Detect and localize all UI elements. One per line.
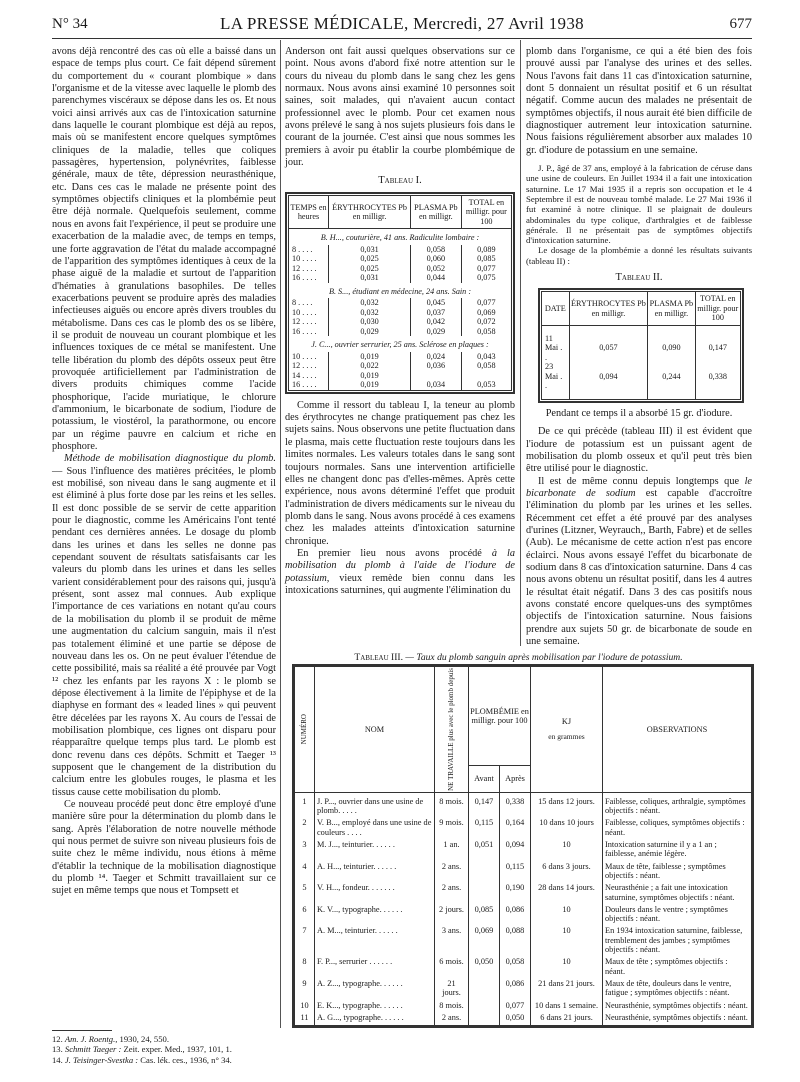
table-3-cell-n: 10 bbox=[295, 1001, 315, 1013]
table-1-cell: 0,031 bbox=[329, 245, 411, 255]
table-3-cell-av bbox=[469, 1001, 500, 1013]
table-1-group-row bbox=[289, 283, 512, 299]
table-3-cell-obs: En 1934 intoxication saturnine, faiblesse, tremblement des jambes ; symptômes objectifs : néant. bbox=[603, 926, 752, 957]
table-3-cell-obs: Maux de tête ; symptômes objectifs : néant. bbox=[603, 957, 752, 979]
table-3-cell-ap: 0,094 bbox=[500, 840, 531, 862]
table-1-cell: 0,058 bbox=[461, 327, 511, 337]
footnote-number: 13. bbox=[52, 1044, 65, 1055]
table-3-cell-trav: 2 ans. bbox=[435, 883, 469, 905]
text-span: est capable d'accroître l'élimination du plomb par les urines et les selles. Récemment cet effet a été prouvé par des analyses d'urines (Litzner, Weyrauch,, Barth, Fabre) et de selles (Aub). Le mécanisme de cette action n'est pas encore éclairci. Nous avons essayé l'effet du bicarbonate de sodium dans 8 cas d'intoxication saturnine. Dans 4 cas nous avons obtenu un résultat positif, dans les 4 autres le résultat était négatif. Dans 3 des cas positifs nous avons constaté encore quelques-uns des symptômes objectifs de l'intoxication saturnine. Nous faisions prendre aux sujets 50 gr. de bicarbonate de soude en une semaine. bbox=[526, 487, 752, 648]
table-3-cell-obs: Intoxication saturnine il y a 1 an ; faiblesse, anémie légère. bbox=[603, 840, 752, 862]
paragraph: De ce qui précède (tableau III) il est évident que l'iodure de potassium est un puissant agent de mobilisation du plomb osseux et qu'il peut très bien être utilisé pour le diagnostic. bbox=[526, 426, 752, 475]
table-3-cell-obs: Neurasthénie, symptômes objectifs : néant. bbox=[603, 1001, 752, 1013]
table-3-cell-n: 8 bbox=[295, 957, 315, 979]
table-2-header: ÉRYTHROCYTES Pb en milligr. bbox=[569, 292, 648, 326]
table-3-cell-n: 3 bbox=[295, 840, 315, 862]
table-1-cell: 0,031 bbox=[329, 273, 411, 283]
table-2-cell: 0,338 bbox=[695, 362, 740, 399]
table-1-cell: 8 . . . . bbox=[289, 245, 329, 255]
table-1-cell: 0,019 bbox=[329, 352, 411, 362]
table-3-cell-av: 0,069 bbox=[469, 926, 500, 957]
table-3-cell-av: 0,051 bbox=[469, 840, 500, 862]
table-3-cell-ap: 0,190 bbox=[500, 883, 531, 905]
footnote-reference: Zeit. exper. Med., 1937, 101, 1. bbox=[123, 1044, 232, 1055]
emphasis: à la mobilisation du plomb à l'aide de l'iodure de potassium, bbox=[285, 547, 515, 584]
table-3-cell-nom: M. J..., teinturier. . . . . . bbox=[315, 840, 435, 862]
table-2-title: Tableau II. bbox=[615, 272, 663, 284]
table-3-label: Tableau III. bbox=[354, 652, 404, 663]
table-3-cell-obs: Faiblesse, coliques, symptômes objectifs : néant. bbox=[603, 818, 752, 840]
table-1-row bbox=[289, 327, 512, 337]
table-3-cell-kj: 21 dans 21 jours. bbox=[531, 979, 603, 1001]
footnote bbox=[52, 1055, 517, 1065]
table-3-cell-kj: 10 dans 10 jours bbox=[531, 818, 603, 840]
table-3-cell-trav: 6 mois. bbox=[435, 957, 469, 979]
journal-running-title: LA PRESSE MÉDICALE, Mercredi, 27 Avril 1938 bbox=[220, 14, 584, 33]
table-3-header-plombemie: PLOMBÉMIE en milligr. pour 100 bbox=[469, 667, 531, 766]
table-3-cell-n: 6 bbox=[295, 905, 315, 927]
table-3-cell-nom: V. H..., fondeur. . . . . . . bbox=[315, 883, 435, 905]
table-1-cell: 0,060 bbox=[411, 254, 462, 264]
table-3-cell-n: 5 bbox=[295, 883, 315, 905]
table-1-cell: 0,029 bbox=[329, 327, 411, 337]
table-1-cell: 0,053 bbox=[461, 380, 511, 390]
table-3-row bbox=[295, 792, 752, 818]
table-3-cell-av bbox=[469, 1013, 500, 1026]
table-1-cell: 0,089 bbox=[461, 245, 511, 255]
table-3-caption-text: — Taux du plomb sanguin après mobilisation par l'iodure de potassium. bbox=[403, 652, 683, 663]
table-3-header-number: NUMÉRO bbox=[299, 714, 308, 745]
table-3-cell-obs: Maux de tête, faiblesse ; symptômes objectifs : néant. bbox=[603, 862, 752, 884]
table-3-row bbox=[295, 883, 752, 905]
table-3-header-kj bbox=[531, 667, 603, 793]
table-1-cell: 0,025 bbox=[329, 264, 411, 274]
table-1-row bbox=[289, 264, 512, 274]
table-2-row bbox=[542, 325, 741, 362]
footnote-author: Schmitt Taeger : bbox=[64, 1044, 124, 1055]
page-number: 677 bbox=[729, 16, 752, 32]
table-1-cell: 0,058 bbox=[411, 245, 462, 255]
table-1-row bbox=[289, 308, 512, 318]
table-3-cell-av bbox=[469, 979, 500, 1001]
paragraph: avons déjà rencontré des cas où elle a baissé dans un espace de temps plus court. Ce fait dépend sûrement du comportement du « courant plombique » dans l'organisme et de la vitesse avec laquelle le plomb des parenchymes viscéraux se dépose dans les os. Et nous voici ainsi arrivés aux cas de l'intoxication saturnine dans laquelle le courant plombique est déjà au repos, mais où se manifestent encore quelques symptômes cliniques de la maladie, telles que coliques passagères, hypertension, polynévrites, faiblesse générale, maux de tête, dépression neurasthénique, etc. Dans ces cas le malade ne présente point des symptômes objectifs cliniques et la plombémie peut être déjà normale. Quelquefois seulement, comme nous en avons fait l'expérience, il peut se produire une exacerbation de la maladie avec, de temps en temps, une forte aggravation de l'état du malade accompagné de l'apparition des symptômes identiques à ceux de la phase aiguë de la maladie et surtout de l'apparition d'hématies à granulations basophiles. De telles exacerbations peuvent se produire après des maladies infectieuses aiguës ou encore après divers troubles du métabolisme. Dans ces cas le plomb des os se libère, il se produit de nouveau un courant plombique et les influences toxiques de ce métal se manifestent. Une telle libération du plomb des dépôts osseux peut être provoquée artificiellement par l'administration de divers produits chimiques comme l'acide phosphorique, l'acide muriatique, le chlorure d'ammonium, le bicarbonate de sodium, l'iodure de potassium, le viostérol, la parathormone, ou encore par un régime pauvre en calcium et riche en phosphore. bbox=[52, 46, 276, 452]
table-3-cell-kj: 28 dans 14 jours. bbox=[531, 883, 603, 905]
table-1-cell bbox=[411, 371, 462, 381]
table-1-cell: 0,069 bbox=[461, 308, 511, 318]
table-3-header-before: Avant bbox=[469, 765, 500, 792]
table-1-cell: 0,032 bbox=[329, 298, 411, 308]
table-1-row bbox=[289, 371, 512, 381]
column-divider bbox=[520, 40, 521, 646]
page-header bbox=[52, 14, 752, 36]
table-3-cell-kj: 6 dans 21 jours. bbox=[531, 1013, 603, 1026]
table-3-cell-kj: 6 dans 3 jours. bbox=[531, 862, 603, 884]
table-1-cell: 10 . . . . bbox=[289, 352, 329, 362]
table-1-cell: 0,025 bbox=[329, 254, 411, 264]
table-2-cell: 23 Mai . . bbox=[542, 362, 570, 399]
table-3-cell-nom: A. G..., typographe. . . . . . bbox=[315, 1013, 435, 1026]
case-report: Le dosage de la plombémie a donné les résultats suivants (tableau II) : bbox=[526, 245, 752, 266]
table-1-cell: 10 . . . . bbox=[289, 308, 329, 318]
table-1-cell: 0,052 bbox=[411, 264, 462, 274]
table-3-cell-nom: A. M..., teinturier. . . . . . bbox=[315, 926, 435, 957]
table-1-cell: 0,045 bbox=[411, 298, 462, 308]
footnote-reference: Cas. lék. ces., 1936, n° 34. bbox=[140, 1054, 232, 1065]
table-3-cell-n: 1 bbox=[295, 792, 315, 818]
table-3-cell-ap: 0,338 bbox=[500, 792, 531, 818]
table-1-row bbox=[289, 361, 512, 371]
table-3-cell-trav: 8 mois. bbox=[435, 792, 469, 818]
table-1-cell: 10 . . . . bbox=[289, 254, 329, 264]
table-1-cell: 0,042 bbox=[411, 317, 462, 327]
table-3-row bbox=[295, 840, 752, 862]
table-3-cell-nom: F. P..., serrurier . . . . . . bbox=[315, 957, 435, 979]
table-2-cell: 0,090 bbox=[648, 325, 695, 362]
table-1-cell: 0,029 bbox=[411, 327, 462, 337]
table-1-row bbox=[289, 317, 512, 327]
footnote-rule bbox=[52, 1030, 112, 1031]
table-2-header: PLASMA Pb en milligr. bbox=[648, 292, 695, 326]
table-3-cell-ap: 0,086 bbox=[500, 979, 531, 1001]
table-1-cell: 12 . . . . bbox=[289, 361, 329, 371]
table-2-header: TOTAL en milligr. pour 100 bbox=[695, 292, 740, 326]
table-3-header-name: NOM bbox=[315, 667, 435, 793]
case-report: J. P., âgé de 37 ans, employé à la fabrication de céruse dans une usine de couleurs. En Juillet 1934 il a fait une intoxication saturnine. Le 17 Mai 1935 il a repris son occupation et le 4 Septembre il est de nouveau tombé malade. Le 27 Mai 1936 il fut examiné à notre clinique. Il se plaignait de douleurs abdominales du type colique, d'arthralgies et de faiblesse générale. Il ne présentait pas de symptômes objectifs d'intoxication saturnine. bbox=[526, 163, 752, 246]
table-1-group-label: B. H..., couturière, 41 ans. Radiculite lombaire : bbox=[289, 229, 512, 245]
table-3-cell-obs: Neurasthénie, symptômes objectifs : néant. bbox=[603, 1013, 752, 1026]
paragraph: plomb dans l'organisme, ce qui a été bien des fois prouvé aussi par l'analyse des urines et des selles. Nous l'avons fait dans 11 cas d'intoxication saturnine, dont 5 donnaient un résultat positif et 6 un résultat négatif. Comme aucun des malades ne présentait de symptômes objectifs, il nous aurait été bien difficile de diagnostiquer autrement leur intoxication saturnine. Nous faisions régulièrement absorber aux malades 10 gr. d'iodure de potassium en une semaine. bbox=[526, 46, 752, 156]
table-2-cell: 0,244 bbox=[648, 362, 695, 399]
table-3-cell-n: 2 bbox=[295, 818, 315, 840]
table-3-cell-nom: V. B..., employé dans une usine de couleurs . . . . bbox=[315, 818, 435, 840]
table-3-cell-ap: 0,088 bbox=[500, 926, 531, 957]
emphasis: le bicarbonate de sodium bbox=[526, 475, 752, 499]
table-1-header: ÉRYTHROCYTES Pb en milligr. bbox=[329, 195, 411, 229]
table-3-cell-kj: 10 bbox=[531, 840, 603, 862]
table-1-cell: 0,085 bbox=[461, 254, 511, 264]
table-3-cell-nom: A. H..., teinturier. . . . . . bbox=[315, 862, 435, 884]
table-1-cell: 0,077 bbox=[461, 298, 511, 308]
table-2-cell: 0,147 bbox=[695, 325, 740, 362]
table-1-header: TOTAL en milligr. pour 100 bbox=[461, 195, 511, 229]
table-1-cell bbox=[461, 371, 511, 381]
table-1-row bbox=[289, 273, 512, 283]
table-3-cell-n: 4 bbox=[295, 862, 315, 884]
table-3 bbox=[292, 664, 754, 1028]
paragraph: Anderson ont fait aussi quelques observations sur ce point. Nous avons d'abord fixé notre attention sur le cours du niveau du plomb dans le sang chez les gens normaux. Nous avons ainsi examiné 10 personnes soit saines, soit malades, qui n'avaient aucun contact professionnel avec le plomb. Pour cet examen nous avons prélevé le sang à nos sujets plusieurs fois dans le courant de la journée. C'est ainsi que nous sommes les premiers à avoir pu établir la courbe plombémique de jour. bbox=[285, 46, 515, 169]
table-3-cell-trav: 9 mois. bbox=[435, 818, 469, 840]
table-3-cell-ap: 0,077 bbox=[500, 1001, 531, 1013]
table-3-row bbox=[295, 818, 752, 840]
table-1-cell: 14 . . . . bbox=[289, 371, 329, 381]
table-3-cell-n: 9 bbox=[295, 979, 315, 1001]
footnotes bbox=[52, 1030, 517, 1065]
table-3-caption bbox=[285, 652, 752, 663]
table-1-cell: 0,019 bbox=[329, 380, 411, 390]
table-1-group-row bbox=[289, 336, 512, 352]
table-3-header-after: Après bbox=[500, 765, 531, 792]
table-2-cell: 11 Mai . . bbox=[542, 325, 570, 362]
table-1-row bbox=[289, 380, 512, 390]
table-1-cell: 0,024 bbox=[411, 352, 462, 362]
table-1-cell: 0,072 bbox=[461, 317, 511, 327]
column-divider bbox=[280, 40, 281, 646]
table-1-group-label: J. C..., ouvrier serrurier, 25 ans. Sclérose en plaques : bbox=[289, 336, 512, 352]
table-1-cell: 0,043 bbox=[461, 352, 511, 362]
footnote bbox=[52, 1034, 517, 1044]
table-1-cell: 0,036 bbox=[411, 361, 462, 371]
issue-number: N° 34 bbox=[52, 16, 88, 32]
table-3-cell-kj: 15 dans 12 jours. bbox=[531, 792, 603, 818]
footnote-reference: , 1930, 24, 550. bbox=[115, 1034, 169, 1044]
table-1-header: PLASMA Pb en milligr. bbox=[411, 195, 462, 229]
table-2-header: DATE bbox=[542, 292, 570, 326]
table-3-header-observations: OBSERVATIONS bbox=[603, 667, 752, 793]
table-1-cell: 0,019 bbox=[329, 371, 411, 381]
paragraph: Pendant ce temps il a absorbé 15 gr. d'iodure. bbox=[545, 407, 733, 419]
column-divider bbox=[280, 646, 281, 1028]
table-3-cell-trav: 2 jours. bbox=[435, 905, 469, 927]
table-1-cell: 0,077 bbox=[461, 264, 511, 274]
table-1-cell: 0,022 bbox=[329, 361, 411, 371]
text-span: vieux remède bien connu dans les intoxications saturnines, qui augmente l'élimination du bbox=[285, 572, 515, 596]
column-1 bbox=[52, 46, 276, 898]
table-1-group-label: B. S..., étudiant en médecine, 24 ans. Sain : bbox=[289, 283, 512, 299]
table-3-row bbox=[295, 905, 752, 927]
footnote-author: Am. J. Roentg. bbox=[64, 1034, 116, 1044]
table-3-cell-ap: 0,050 bbox=[500, 1013, 531, 1026]
paragraph: Ce nouveau procédé peut donc être employé d'une manière sûre pour la détermination du plomb dans le sang. Après l'élaboration de notre nouvelle méthode qui nous permet de suivre son niveau plusieurs fois de suite chez le même individu, nous étions à même d'établir la technique de la mobilisation diagnostique du plomb ¹⁴. Taeger et Schmitt travaillaient sur ce sujet en même temps que nous et Tompsett et bbox=[52, 798, 276, 897]
table-3-cell-ap: 0,086 bbox=[500, 905, 531, 927]
table-3-cell-nom: J. P..., ouvrier dans une usine de plomb. . . . . bbox=[315, 792, 435, 818]
table-3-cell-kj: 10 dans 1 semaine. bbox=[531, 1001, 603, 1013]
column-2 bbox=[285, 46, 515, 597]
table-3-cell-trav: 2 ans. bbox=[435, 862, 469, 884]
table-2-row bbox=[542, 362, 741, 399]
table-3-cell-n: 11 bbox=[295, 1013, 315, 1026]
table-3-row bbox=[295, 862, 752, 884]
table-1-header: TEMPS en heures bbox=[289, 195, 329, 229]
table-3-cell-av: 0,050 bbox=[469, 957, 500, 979]
table-1-cell: 12 . . . . bbox=[289, 264, 329, 274]
footnote-number: 12. bbox=[52, 1034, 65, 1044]
table-1-cell: 16 . . . . bbox=[289, 380, 329, 390]
table-3-cell-kj: 10 bbox=[531, 926, 603, 957]
footnote-number: 14. bbox=[52, 1054, 65, 1065]
table-3-cell-trav: 1 an. bbox=[435, 840, 469, 862]
table-1-cell: 0,030 bbox=[329, 317, 411, 327]
table-1-cell: 0,034 bbox=[411, 380, 462, 390]
table-1-cell: 0,058 bbox=[461, 361, 511, 371]
table-2-cell: 0,094 bbox=[569, 362, 648, 399]
table-3-row bbox=[295, 1013, 752, 1026]
table-1-title: Tableau I. bbox=[378, 175, 422, 187]
table-1-cell: 16 . . . . bbox=[289, 327, 329, 337]
table-3-cell-av: 0,085 bbox=[469, 905, 500, 927]
table-1-cell: 0,075 bbox=[461, 273, 511, 283]
text-span: En premier lieu nous avons procédé bbox=[297, 547, 492, 559]
paragraph: — Sous l'influence des matières précitées, le plomb est mobilisé, son niveau dans le sang augmente et il est éliminé à plus forte dose par les reins et les selles. Il est donc possible de se servir de cette apparition pour le diagnostic, comme les Américains l'ont tenté pendant ces dernières années. Le dosage du plomb dans les urines et dans les selles ne donne pas cependant souvent de résultats satisfaisants car les valeurs du plomb dans les urines et dans les selles varient considérablement pour des raisons qui, jusqu'à présent, sont assez mal connues. Aub explique l'importance de ces variations en notant qu'au cours de la mobilisation du plomb il se produit de même une augmentation du calcium sanguin, mais il n'est pas totalement éliminé et une partie se dépose de nouveau dans les os. On ne peut évaluer l'étendue de cette possibilité, mais sa réalité a été prouvée par Vogt ¹² chez les enfants par les rayons X : le plomb se dépose électivement à la limite de l'épiphyse et de la diaphyse en formant des « leaded lines » qui peuvent être décelées par les rayons X. Au cours de l'essai de mobilisation plombique, ces lignes ont disparu pour réapparaître quelque temps plus tard. Le plomb est donc revenu dans ces dépôts. Schmitt et Taeger ¹³ supposent que le changement de la distribution du calcium entre les globules rouges, le plasma et les tissus cause cette mobilisation du plomb. bbox=[52, 465, 276, 798]
table-3-row bbox=[295, 957, 752, 979]
table-3-cell-trav: 8 mois. bbox=[435, 1001, 469, 1013]
table-3-cell-n: 7 bbox=[295, 926, 315, 957]
table-1-row bbox=[289, 298, 512, 308]
table-3-cell-nom: A. Z..., typographe. . . . . . bbox=[315, 979, 435, 1001]
table-1-cell: 16 . . . . bbox=[289, 273, 329, 283]
table-3-cell-nom: E. K..., typographe. . . . . . bbox=[315, 1001, 435, 1013]
paragraph: Comme il ressort du tableau I, la teneur au plomb des érythrocytes ne change pratiquement pas chez les sujets sains. Nous observons une petite fluctuation dans le plasma, mais cette fluctuation reste toujours dans les limites normales. Les valeurs totales dans le sang sont toujours normales. Sans une intervention artificielle elles ne changent donc pas d'elles-mêmes. Après cette expérience, nous avons déterminé l'effet que produit l'administration de divers médicaments sur le niveau du plomb dans le sang. Nous avons procédé à ces examens chez les malades atteints d'intoxication saturnine chronique. bbox=[285, 399, 515, 547]
table-3-row bbox=[295, 979, 752, 1001]
table-1-cell: 8 . . . . bbox=[289, 298, 329, 308]
table-2-cell: 0,057 bbox=[569, 325, 648, 362]
table-3-row bbox=[295, 926, 752, 957]
table-3-cell-av bbox=[469, 862, 500, 884]
kj-label: KJ bbox=[561, 717, 572, 727]
table-1-group-row bbox=[289, 229, 512, 245]
table-3-cell-obs: Douleurs dans le ventre ; symptômes objectifs : néant. bbox=[603, 905, 752, 927]
column-3 bbox=[526, 46, 752, 648]
table-3-header-since: NE TRAVAILLE plus avec le plomb depuis bbox=[446, 668, 455, 791]
table-3-cell-trav: 2 ans. bbox=[435, 1013, 469, 1026]
table-3-cell-kj: 10 bbox=[531, 957, 603, 979]
section-heading: Méthode de mobilisation diagnostique du plomb. bbox=[64, 453, 276, 465]
table-3-cell-ap: 0,164 bbox=[500, 818, 531, 840]
table-3-cell-trav: 3 ans. bbox=[435, 926, 469, 957]
table-3-cell-av: 0,115 bbox=[469, 818, 500, 840]
kj-unit: en grammes bbox=[548, 732, 585, 742]
table-3-row bbox=[295, 1001, 752, 1013]
table-3-cell-av bbox=[469, 883, 500, 905]
table-3-cell-ap: 0,115 bbox=[500, 862, 531, 884]
table-1-cell: 12 . . . . bbox=[289, 317, 329, 327]
footnote-author: J. Teisinger-Svestka : bbox=[64, 1054, 141, 1065]
table-3-cell-kj: 10 bbox=[531, 905, 603, 927]
table-1-cell: 0,037 bbox=[411, 308, 462, 318]
table-2 bbox=[538, 288, 744, 403]
table-3-cell-obs: Faiblesse, coliques, arthralgie, symptômes objectifs : néant. bbox=[603, 792, 752, 818]
footnote bbox=[52, 1044, 517, 1054]
table-3-cell-ap: 0,058 bbox=[500, 957, 531, 979]
table-3-cell-nom: K. V..., typographe. . . . . . bbox=[315, 905, 435, 927]
table-1-row bbox=[289, 245, 512, 255]
table-1-row bbox=[289, 254, 512, 264]
header-rule bbox=[52, 38, 752, 39]
table-1-row bbox=[289, 352, 512, 362]
table-3-cell-obs: Maux de tête, douleurs dans le ventre, fatigue ; symptômes objectifs : néant. bbox=[603, 979, 752, 1001]
table-3-cell-trav: 21 jours. bbox=[435, 979, 469, 1001]
table-1-cell: 0,044 bbox=[411, 273, 462, 283]
table-1 bbox=[285, 192, 515, 394]
table-3-cell-obs: Neurasthénie ; a fait une intoxication saturnine, symptômes objectifs : néant. bbox=[603, 883, 752, 905]
table-1-cell: 0,032 bbox=[329, 308, 411, 318]
text-span: Il est de même connu depuis longtemps que bbox=[538, 475, 745, 487]
table-3-cell-av: 0,147 bbox=[469, 792, 500, 818]
